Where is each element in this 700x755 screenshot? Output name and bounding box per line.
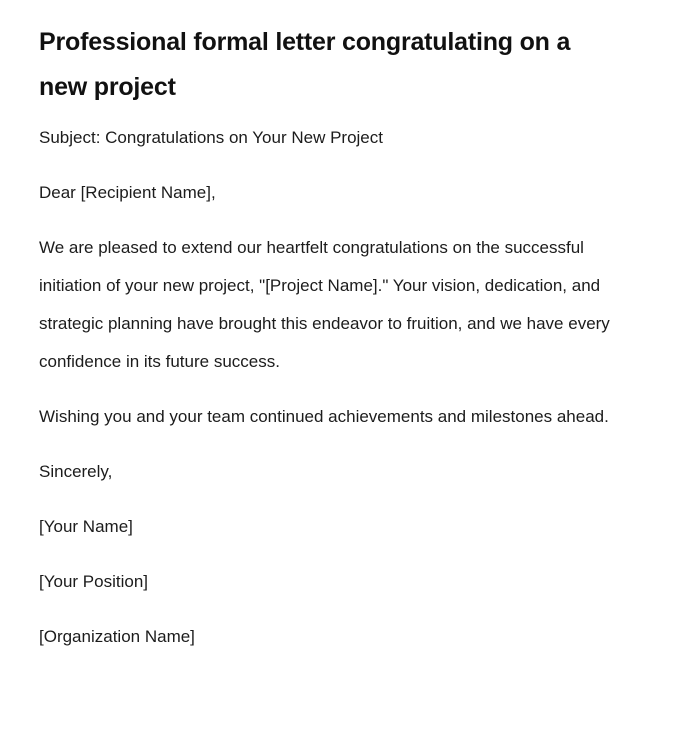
letter-sender-position: [Your Position] xyxy=(39,572,148,591)
letter-signoff: Sincerely, xyxy=(39,462,113,481)
letter-body xyxy=(39,119,625,656)
letter-paragraph-main: We are pleased to extend our heartfelt congratulations on the successful initiation of your new project, "[Project Name]." Your vision, dedication, and strategic planning have brought this endeavor to fruition, and we have every confidence in its future success. xyxy=(39,238,610,371)
letter-salutation: Dear [Recipient Name], xyxy=(39,183,216,202)
letter-organization-name: [Organization Name] xyxy=(39,627,195,646)
page-title: Professional formal letter congratulating on a new project xyxy=(39,28,571,101)
letter-sender-name: [Your Name] xyxy=(39,517,133,536)
letter-paragraph-closing-wishes: Wishing you and your team continued achievements and milestones ahead. xyxy=(39,407,609,426)
letter-subject-line: Subject: Congratulations on Your New Project xyxy=(39,128,383,147)
